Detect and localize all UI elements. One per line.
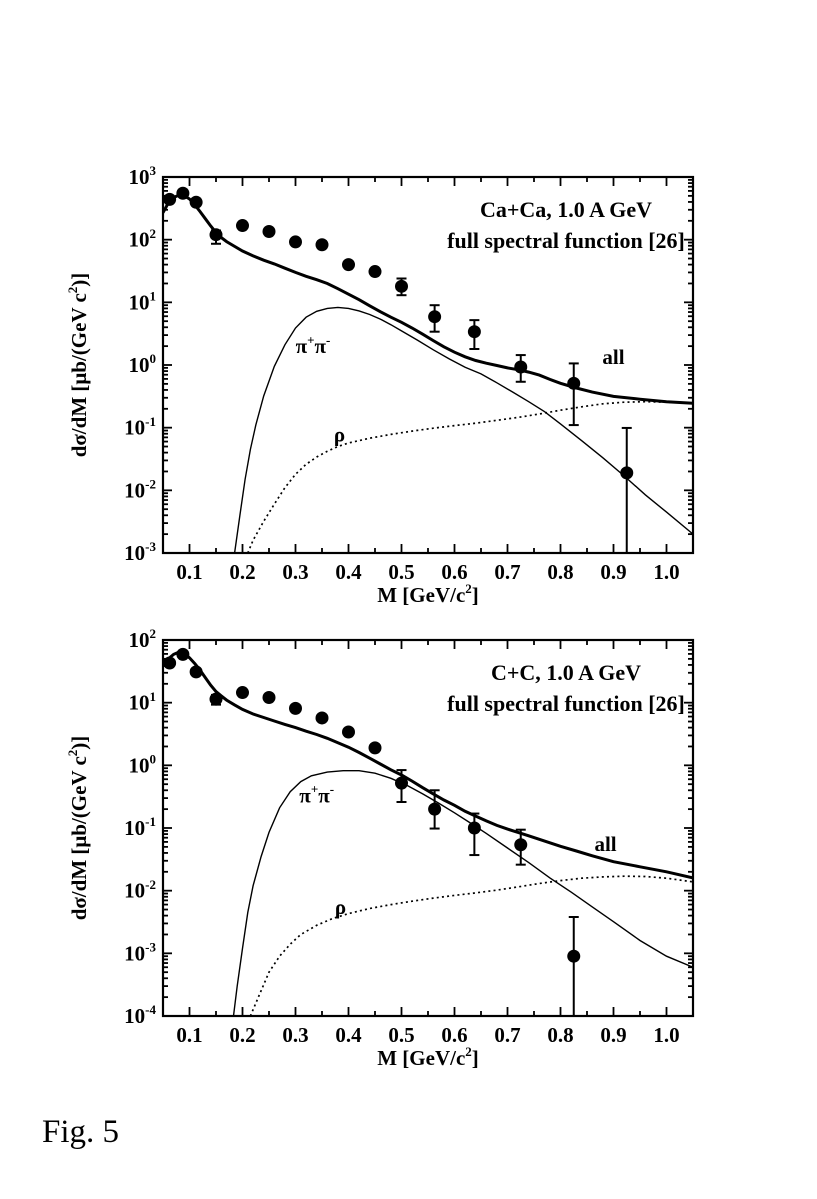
data-point [468,325,481,338]
pi-pi-label: π+π- [299,781,335,808]
x-tick-label: 0.4 [335,560,362,584]
plot-title-line2: full spectral function [26] [447,691,685,716]
x-tick-label: 0.2 [229,560,256,584]
x-tick-label: 0.5 [388,560,415,584]
rho-label: ρ [334,894,347,919]
y-tick-label: $10^0$ [128,751,156,778]
data-point [210,693,223,706]
x-tick-label: 0.1 [176,560,203,584]
y-tick-label: $10^2$ [128,225,156,252]
y-tick-labels [124,163,156,565]
x-tick-label: 0.8 [547,1023,574,1047]
curve-rho [250,876,693,1016]
x-tick-label: 0.5 [388,1023,415,1047]
plot-title-line2: full spectral function [26] [447,228,685,253]
y-tick-label: $10^1$ [128,288,156,315]
y-axis-title: dσ/dM [μb/(GeV $c^2$)] [65,272,91,458]
data-point [395,280,408,293]
x-tick-label: 1.0 [653,560,680,584]
x-tick-label: 0.6 [441,1023,468,1047]
y-axis-title: dσ/dM [μb/(GeV $c^2$)] [65,735,91,921]
data-point [263,225,276,238]
data-point [190,665,203,678]
data-point [263,691,276,704]
data-point [514,838,527,851]
data-point [369,265,382,278]
x-axis-title: M $[GeV/c^2]$ [377,1044,479,1070]
data-point [620,466,633,479]
data-point [567,377,580,390]
x-tick-label: 0.8 [547,560,574,584]
data-point [369,741,382,754]
data-point [428,803,441,816]
data-point [163,193,176,206]
y-tick-label: $10^{-1}$ [124,814,156,840]
plot-title-line1: C+C, 1.0 A GeV [490,660,642,685]
rho-label: ρ [333,422,346,447]
x-tick-label: 0.4 [335,1023,362,1047]
data-point [342,258,355,271]
y-tick-label: $10^{-1}$ [124,413,156,440]
data-point [176,648,189,661]
y-tick-label: $10^{-3}$ [124,939,156,966]
x-tick-label: 0.1 [176,1023,203,1047]
x-tick-label: 0.3 [282,560,309,584]
data-point [514,360,527,373]
plot-title-line1: Ca+Ca, 1.0 A GeV [479,197,653,222]
y-tick-label: $10^{-3}$ [124,539,156,565]
x-tick-label: 0.7 [494,1023,521,1047]
pi-pi-label: π+π- [295,332,331,359]
x-tick-label: 1.0 [653,1023,680,1047]
data-point [316,711,329,724]
data-point [289,235,302,248]
x-tick-label: 0.2 [229,1023,256,1047]
data-point [210,228,223,241]
data-point [468,822,481,835]
all-label: all [594,831,617,856]
y-tick-label: $10^1$ [128,688,156,715]
c-c-plot [65,626,693,1070]
data-point [163,656,176,669]
y-tick-label: $10^3$ [128,163,156,189]
figure-caption: Fig. 5 [42,1114,120,1150]
x-tick-label: 0.3 [282,1023,309,1047]
y-tick-label: $10^{-4}$ [124,1002,156,1028]
data-point [190,196,203,209]
data-point [316,238,329,251]
x-tick-labels [176,1023,679,1047]
y-tick-labels [124,626,156,1028]
data-point [236,686,249,699]
data-point [428,310,441,323]
x-tick-labels [176,560,679,584]
data-point [395,777,408,790]
x-tick-label: 0.7 [494,560,521,584]
x-axis-title: M $[GeV/c^2]$ [377,581,479,607]
x-tick-label: 0.6 [441,560,468,584]
x-tick-label: 0.9 [600,1023,627,1047]
ca-ca-plot [65,163,693,607]
data-point [342,726,355,739]
y-tick-label: $10^{-2}$ [124,876,156,903]
all-label: all [602,344,625,369]
data-point [236,219,249,232]
y-tick-label: $10^{-2}$ [124,476,156,503]
data-point [176,187,189,200]
y-tick-label: $10^0$ [128,351,156,377]
x-tick-label: 0.9 [600,560,627,584]
data-point [289,702,302,715]
y-tick-label: $10^2$ [128,626,156,652]
data-point [567,950,580,963]
